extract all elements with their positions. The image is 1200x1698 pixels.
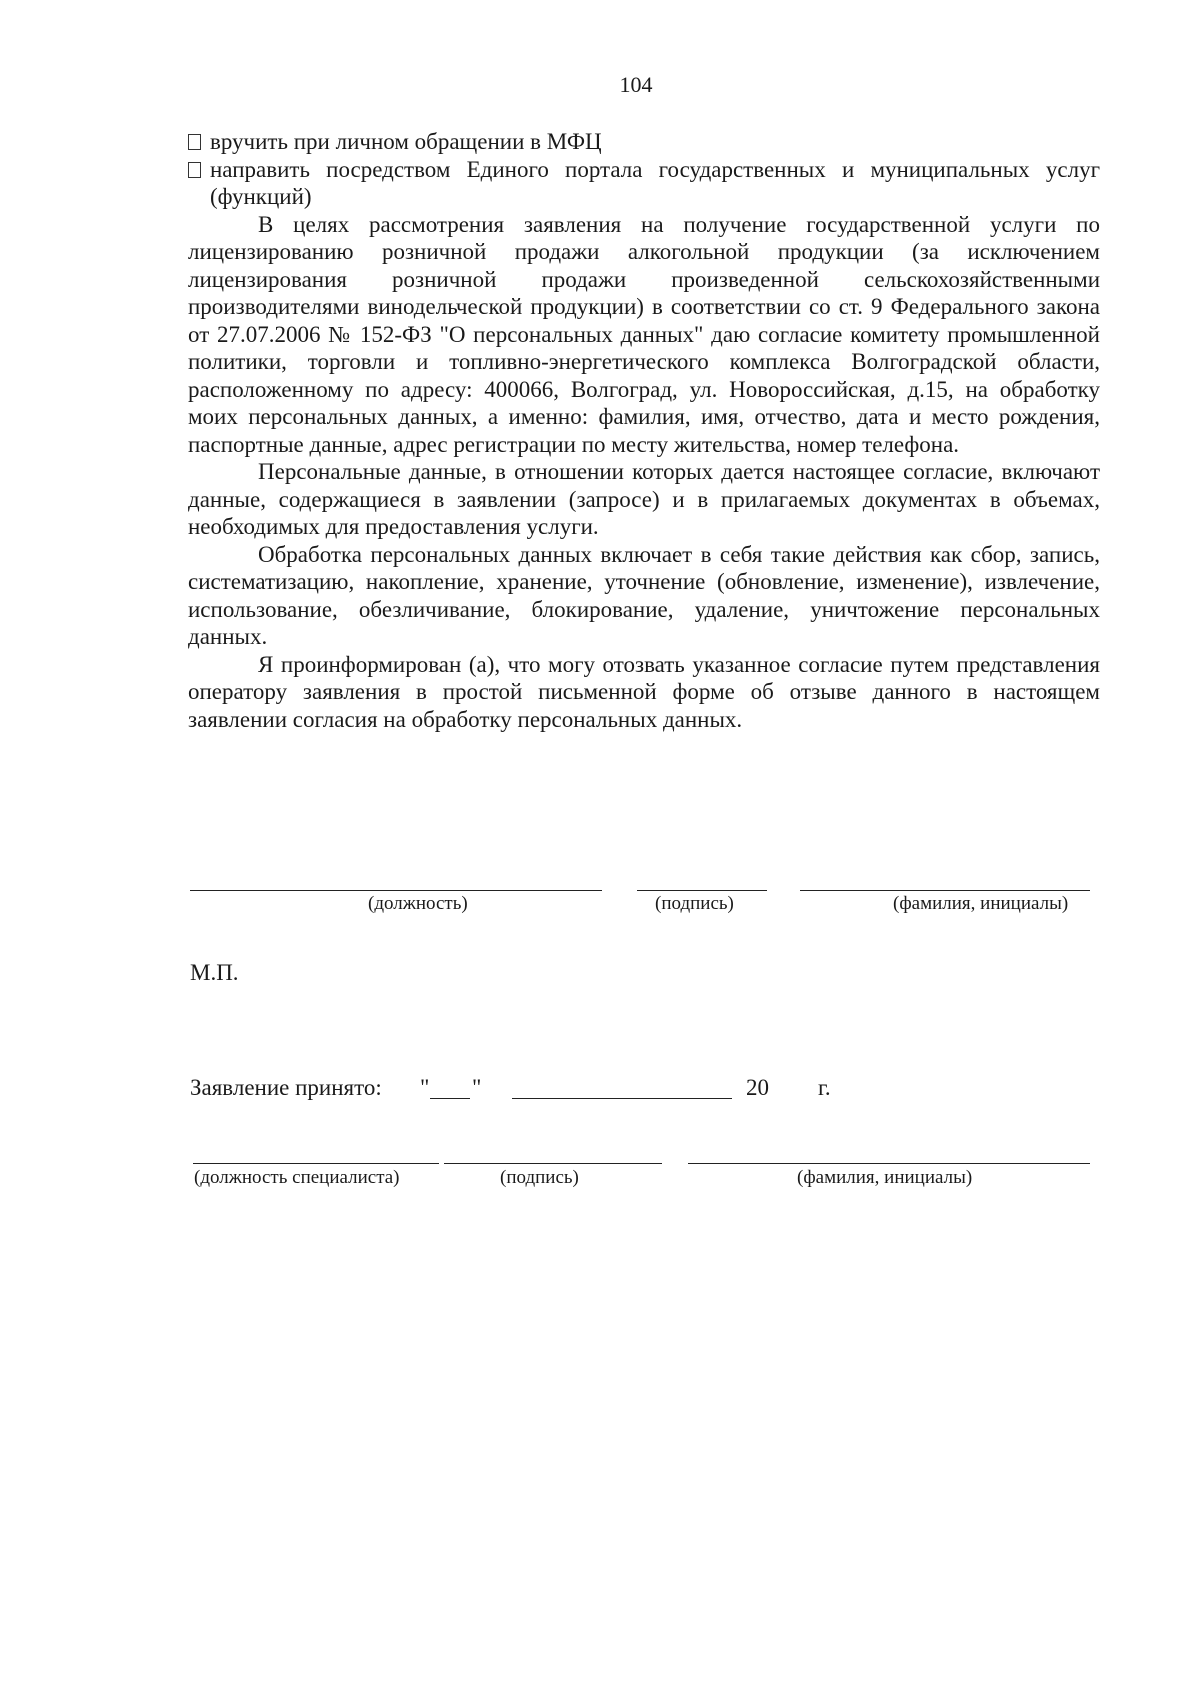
day-field[interactable]	[430, 1078, 470, 1099]
specialist-name-line[interactable]	[688, 1163, 1090, 1164]
name-caption: (фамилия, инициалы)	[893, 893, 1069, 914]
quote-open: "	[420, 1075, 430, 1100]
month-field[interactable]	[512, 1078, 732, 1099]
consent-paragraph: В целях рассмотрения заявления на получение государственной услуги по лицензированию розничной продажи алкогольной продукции (за исключением лицензирования розничной продажи произведенной сельскохозяйственными производителями винодельческой продукции) в соответствии со ст. 9 Федерального закона от 27.07.2006 № 152-ФЗ "О персональных данных" даю согласие комитету промышленной политики, торговли и топливно-энергетического комплекса Волгоградской области, расположенному по адресу: 400066, Волгоград, ул. Новороссийская, д.15, на обработку моих персональных данных, а именно: фамилия, имя, отчество, дата и место рождения, паспортные данные, адрес регистрации по месту жительства, номер телефона.	[188, 211, 1100, 457]
processing-paragraph: Обработка персональных данных включает в себя такие действия как сбор, запись, систематизацию, накопление, хранение, уточнение (обновление, изменение), извлечение, использование, обезличивание, блокирование, удаление, уничтожение персональных данных.	[188, 541, 1100, 649]
signature-caption: (подпись)	[655, 893, 734, 914]
name-line[interactable]	[800, 890, 1090, 891]
quote-close: "	[472, 1075, 482, 1100]
specialist-position-caption: (должность специалиста)	[194, 1167, 400, 1188]
specialist-position-line[interactable]	[193, 1163, 439, 1164]
year-suffix: г.	[818, 1075, 831, 1100]
document-body	[188, 128, 1100, 733]
checkbox-icon[interactable]	[188, 162, 201, 178]
specialist-signature-line[interactable]	[444, 1163, 662, 1164]
year-prefix: 20	[746, 1075, 769, 1100]
accepted-label: Заявление принято:	[190, 1075, 382, 1100]
option-send-via-portal[interactable]	[188, 156, 1100, 211]
signature-line[interactable]	[637, 890, 767, 891]
position-caption: (должность)	[368, 893, 468, 914]
specialist-signature-caption: (подпись)	[500, 1167, 579, 1188]
page-number: 104	[619, 72, 653, 97]
stamp-place-label: М.П.	[190, 960, 239, 985]
checkbox-icon[interactable]	[188, 134, 201, 150]
revocation-paragraph: Я проинформирован (а), что могу отозвать указанное согласие путем представления оператору заявления в простой письменной форме об отзыве данного в настоящем заявлении согласия на обработку персональных данных.	[188, 651, 1100, 732]
option-label: вручить при личном обращении в МФЦ	[210, 129, 602, 154]
position-line[interactable]	[190, 890, 602, 891]
option-deliver-in-person[interactable]	[188, 128, 1100, 156]
specialist-name-caption: (фамилия, инициалы)	[797, 1167, 973, 1188]
scope-paragraph: Персональные данные, в отношении которых дается настоящее согласие, включают данные, содержащиеся в заявлении (запросе) и в прилагаемых документах в объемах, необходимых для предоставления услуги.	[188, 459, 1100, 539]
option-label: направить посредством Единого портала государственных и муниципальных услуг (функций)	[210, 156, 1100, 209]
